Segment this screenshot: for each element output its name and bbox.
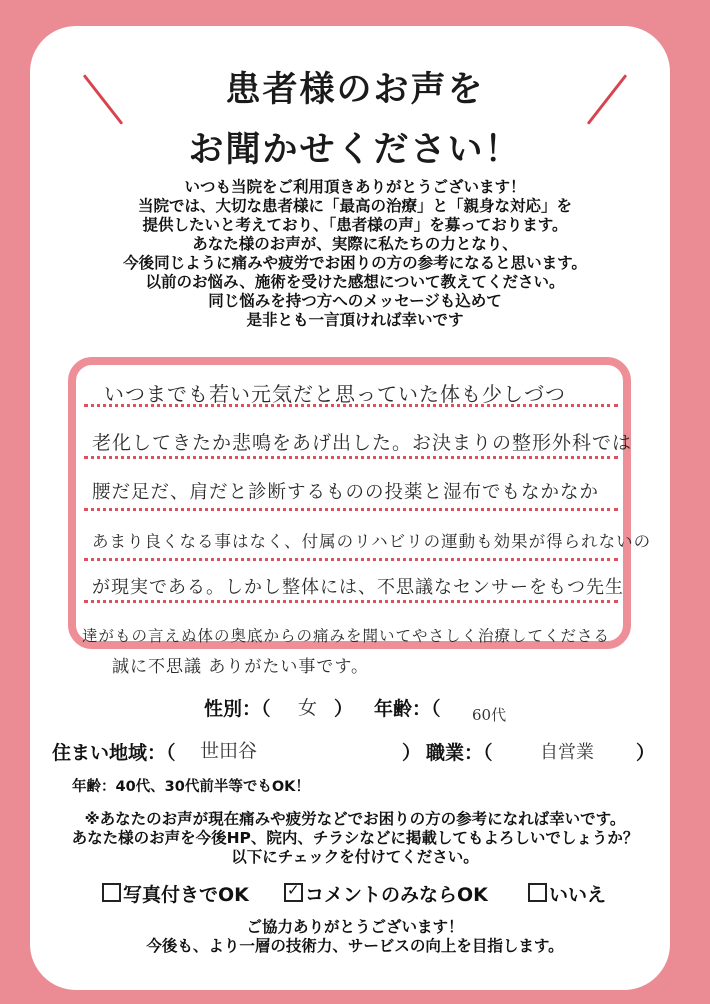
photo-ok-checkbox[interactable] — [102, 883, 121, 902]
intro-text — [40, 178, 670, 330]
photo-ok-label: 写真付きでOK — [123, 884, 249, 906]
check-mark-icon: ✓ — [287, 881, 300, 899]
page-title-line-1: 患者様のお声を — [225, 70, 485, 110]
no-checkbox[interactable] — [528, 883, 547, 902]
handwritten-line: 老化してきたか悲鳴をあげ出した。お決まりの整形外科では — [92, 432, 633, 454]
handwritten-line: 誠に不思議 ありがたい事です。 — [112, 657, 370, 677]
option-no[interactable] — [528, 880, 606, 907]
handwritten-line: が現実である。しかし整体には、不思議なセンサーをもつ先生 — [92, 577, 624, 598]
job-close: ） — [636, 742, 656, 764]
age-label: 年齢：（ — [374, 698, 441, 720]
footer-line: ご協力ありがとうございます！ — [246, 918, 464, 936]
gender-value[interactable]: 女 — [298, 697, 318, 719]
ruled-line — [84, 508, 618, 511]
area-close: ） — [402, 742, 422, 764]
page-title-line-2: お聞かせください！ — [188, 130, 522, 170]
intro-line: あなた様のお声が、実際に私たちの力となり、 — [192, 235, 518, 253]
handwritten-line: 腰だ足だ、肩だと診断するものの投薬と湿布でもなかなか — [92, 482, 600, 503]
handwritten-line: いつまでも若い元気だと思っていた体も少しづつ — [104, 382, 566, 406]
intro-line: 同じ悩みを持つ方へのメッセージも込めて — [208, 292, 502, 310]
intro-line: 提供したいと考えており、「患者様の声」を募っております。 — [142, 216, 568, 234]
job-value[interactable]: 自営業 — [540, 742, 594, 763]
gender-label: 性別：（ — [204, 698, 271, 720]
handwritten-line: 達がもの言えぬ体の奥底からの痛みを聞いてやさしく治療してくださる — [82, 627, 611, 645]
comment-only-checkbox[interactable] — [284, 883, 303, 902]
intro-line: 以前のお悩み、施術を受けた感想について教えてください。 — [145, 273, 565, 291]
intro-line: 是非とも一言頂ければ幸いです — [246, 311, 464, 329]
notice-line: 以下にチェックを付けてください。 — [231, 848, 479, 866]
ruled-line — [84, 456, 618, 459]
area-value[interactable]: 世田谷 — [200, 740, 258, 762]
area-label: 住まい地域：（ — [52, 742, 176, 764]
notice-line: あなた様のお声を今後HP、院内、チラシなどに掲載してもよろしいでしょうか？ — [71, 829, 639, 847]
intro-line: 今後同じように痛みや疲労でお困りの方の参考になると思います。 — [123, 254, 587, 272]
gender-close: ） — [334, 698, 354, 720]
handwritten-line: あまり良くなる事はなく、付属のリハビリの運動も効果が得られないの — [92, 532, 652, 551]
intro-line: いつも当院をご利用頂きありがとうございます！ — [184, 178, 526, 196]
ruled-line — [84, 558, 618, 561]
job-label: 職業：（ — [426, 742, 493, 764]
intro-line: 当院では、大切な患者様に「最高の治療」と「親身な対応」を — [137, 197, 572, 215]
comment-only-label: コメントのみならOK — [305, 884, 488, 906]
age-note: 年齢：40代、30代前半等でもOK！ — [72, 779, 310, 795]
no-label: いいえ — [549, 884, 607, 906]
option-photo-ok[interactable] — [102, 880, 249, 907]
notice-line: ※あなたのお声が現在痛みや疲労などでお困りの方の参考になれば幸いです。 — [84, 810, 626, 828]
footer-line: 今後も、より一層の技術力、サービスの向上を目指します。 — [146, 937, 564, 955]
age-value[interactable]: 60代 — [472, 706, 507, 724]
option-comment-only[interactable] — [284, 880, 488, 907]
ruled-line — [84, 600, 618, 603]
